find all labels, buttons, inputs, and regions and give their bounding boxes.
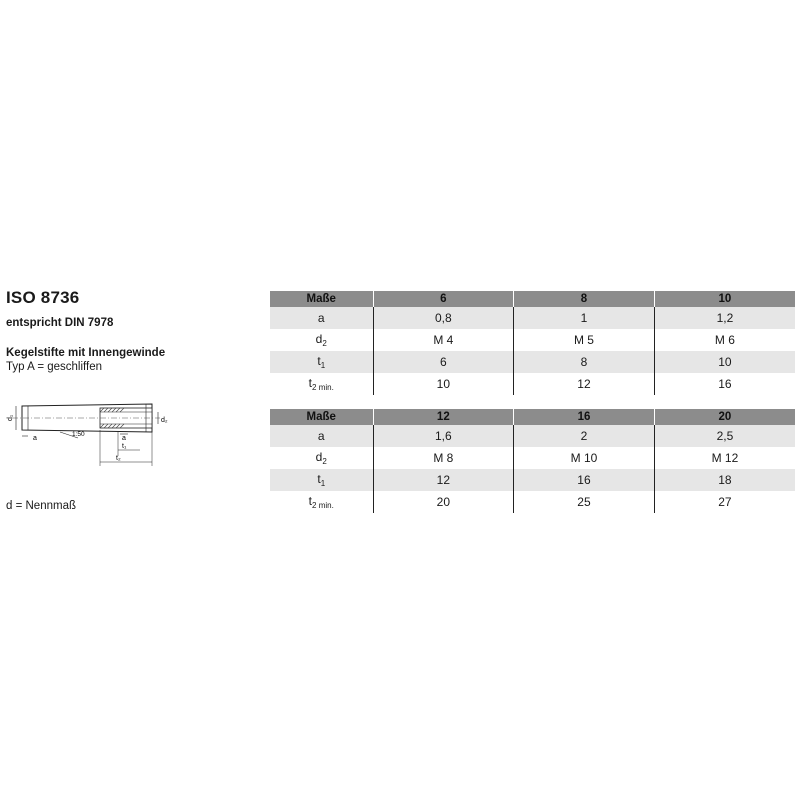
row-label: a xyxy=(270,425,373,447)
table-row xyxy=(270,425,795,447)
table-header-label: Maße xyxy=(270,409,373,425)
a-right-label: a xyxy=(122,435,126,442)
product-type: Typ A = geschliffen xyxy=(6,361,103,373)
table-row xyxy=(270,469,795,491)
table-row xyxy=(270,351,795,373)
table-cell: 8 xyxy=(514,351,655,373)
d1-label: d₁ xyxy=(7,414,14,421)
table-header-cell: 8 xyxy=(514,291,655,307)
table-cell: 16 xyxy=(514,469,655,491)
table-row xyxy=(270,447,795,469)
table-cell: 20 xyxy=(373,491,514,513)
table-cell: 1,2 xyxy=(654,307,795,329)
table-header-row xyxy=(270,291,795,307)
table-cell: 10 xyxy=(373,373,514,395)
dimension-table-1 xyxy=(270,291,795,395)
table-cell: 0,8 xyxy=(373,307,514,329)
table-header-label: Maße xyxy=(270,291,373,307)
table-cell: 6 xyxy=(373,351,514,373)
table-cell: 27 xyxy=(654,491,795,513)
table-row xyxy=(270,329,795,351)
table-cell: 12 xyxy=(514,373,655,395)
table-header-cell: 6 xyxy=(373,291,514,307)
table-row xyxy=(270,307,795,329)
table-cell: M 6 xyxy=(654,329,795,351)
table-cell: M 5 xyxy=(514,329,655,351)
row-label: $t_{2 min.}$ xyxy=(308,376,334,392)
table-header-cell: 16 xyxy=(514,409,655,425)
table-cell: 25 xyxy=(514,491,655,513)
taper-label: 1:50 xyxy=(72,431,85,438)
row-label: $d_2$ xyxy=(315,332,327,348)
table-cell: 18 xyxy=(654,469,795,491)
table-header-cell: 20 xyxy=(654,409,795,425)
table-cell: M 12 xyxy=(654,447,795,469)
table-row xyxy=(270,491,795,513)
row-label: a xyxy=(270,307,373,329)
taper-pin-drawing xyxy=(0,398,170,470)
table-cell: 2,5 xyxy=(654,425,795,447)
row-label: $t_1$ xyxy=(270,351,373,373)
a-left-label: a xyxy=(33,435,37,442)
table-cell: 2 xyxy=(514,425,655,447)
table-cell: 12 xyxy=(373,469,514,491)
dimension-table-2 xyxy=(270,409,795,513)
row-label: $t_{2 min.}$ xyxy=(308,494,334,510)
spec-header xyxy=(6,288,256,374)
table-row xyxy=(270,373,795,395)
t1-label: t₁ xyxy=(122,443,127,450)
page-title: ISO 8736 xyxy=(6,288,80,307)
table-header-cell: 10 xyxy=(654,291,795,307)
t2-label: t₂ xyxy=(116,455,121,462)
table-cell: 16 xyxy=(654,373,795,395)
table-cell: M 4 xyxy=(373,329,514,351)
row-label: $t_1$ xyxy=(270,469,373,491)
row-label: $d_2$ xyxy=(315,450,327,466)
nominal-note: d = Nennmaß xyxy=(6,500,76,512)
table-header-row xyxy=(270,409,795,425)
standard-equivalent: entspricht DIN 7978 xyxy=(6,317,114,329)
table-cell: M 8 xyxy=(373,447,514,469)
product-name: Kegelstifte mit Innengewinde xyxy=(6,347,166,359)
table-cell: M 10 xyxy=(514,447,655,469)
table-cell: 10 xyxy=(654,351,795,373)
d2-label: d₂ xyxy=(161,417,168,424)
table-cell: 1,6 xyxy=(373,425,514,447)
table-cell: 1 xyxy=(514,307,655,329)
table-header-cell: 12 xyxy=(373,409,514,425)
